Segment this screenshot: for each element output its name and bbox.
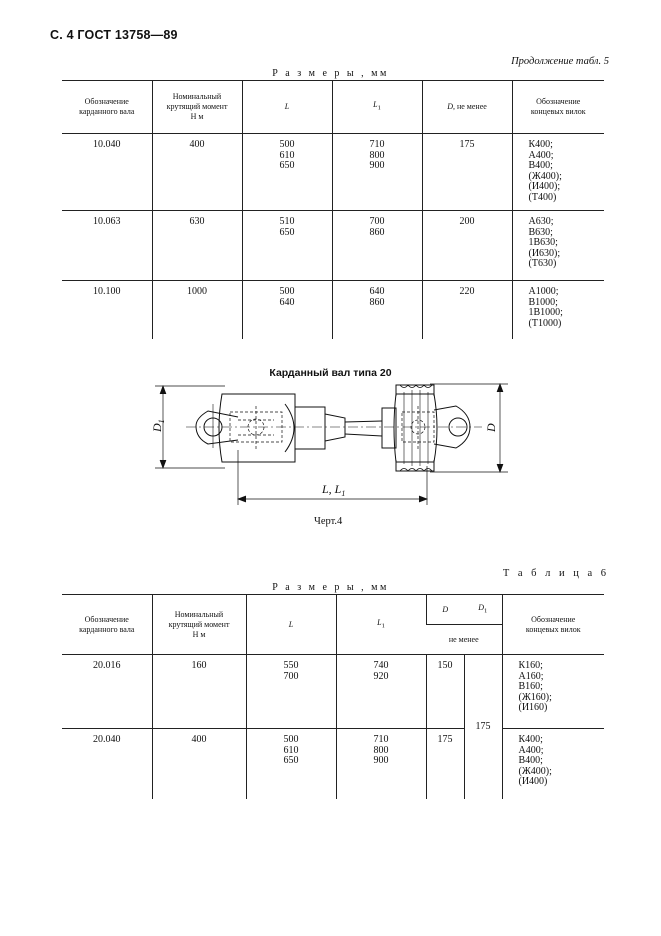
cell-d: 175 — [426, 729, 464, 799]
label-d-vertical — [484, 423, 498, 433]
table-row — [62, 729, 604, 799]
cell-torque: 400 — [152, 729, 246, 799]
table6-sizes-caption: Р а з м е р ы , мм — [272, 582, 389, 593]
left-fork-icon — [196, 404, 238, 448]
header-nominal-torque: Номинальный крутящий момент Н м — [152, 81, 242, 134]
cell-shaft: 10.040 — [62, 134, 152, 211]
header-l1 — [336, 595, 426, 655]
header-nominal-torque: Номинальный крутящий момент Н м — [152, 595, 246, 655]
label-length-text: L, L — [322, 482, 342, 496]
header-d-suffix: , не менее — [452, 102, 487, 111]
header-d1-sub: 1 — [483, 607, 488, 615]
cell-d1-shared: 175 — [464, 655, 502, 799]
header-d-text: D — [447, 102, 453, 111]
label-d: D — [484, 423, 498, 432]
cell-torque: 400 — [152, 134, 242, 211]
cell-forks: А630; В630; 1В630; (И630); (Т630) — [512, 211, 604, 281]
cell-shaft: 10.100 — [93, 286, 121, 297]
header-l1-text: L — [373, 100, 378, 110]
drawing-caption: Черт.4 — [314, 516, 343, 527]
cell-forks: А1000; В1000; 1В1000; (Т1000) — [512, 281, 604, 339]
shaft-tube — [295, 407, 396, 449]
cell-shaft: 10.063 — [62, 211, 152, 281]
header-l1-sub: 1 — [377, 104, 381, 112]
table-row — [62, 655, 604, 729]
label-d1: D — [150, 423, 164, 432]
left-yoke-body — [219, 394, 295, 462]
drawing-title: Карданный вал типа 20 — [269, 367, 392, 379]
header-d — [426, 595, 464, 625]
cell-shaft: 20.016 — [62, 655, 152, 729]
cell-l: 500 610 650 — [246, 729, 336, 799]
header-fork-designation: Обозначение концевых вилок — [512, 81, 604, 134]
cell-forks: К160; А160; В160; (Ж160); (И160) — [502, 655, 604, 729]
cell-l1: 740 920 — [336, 655, 426, 729]
label-d1-sub: 1 — [157, 419, 166, 424]
cell-l: 500 640 — [242, 281, 332, 339]
cell-l1: 710 800 900 — [336, 729, 426, 799]
header-l1-text: L — [377, 617, 382, 627]
cell-forks: К400; А400; В400; (Ж400); (И400); (Т400) — [512, 134, 604, 211]
cell-d: 150 — [426, 655, 464, 729]
cell-torque: 630 — [152, 211, 242, 281]
cell-l: 550 700 — [246, 655, 336, 729]
cell-torque: 1000 — [152, 281, 242, 339]
table6 — [62, 594, 604, 799]
cell-forks: К400; А400; В400; (Ж400); (И400) — [502, 729, 604, 799]
cell-l1: 640 860 — [332, 281, 422, 339]
cell-d: 200 — [422, 211, 512, 281]
header-fork-designation: Обозначение концевых вилок — [502, 595, 604, 655]
header-d1 — [464, 595, 502, 625]
header-d1-text: D — [478, 602, 484, 612]
label-d1-vertical — [150, 419, 166, 433]
header-l — [246, 595, 336, 655]
cell-l1: 710 800 900 — [332, 134, 422, 211]
table-continuation-note: Продолжение табл. 5 — [511, 56, 609, 67]
right-flange-body — [394, 385, 437, 471]
header-l1-sub: 1 — [381, 622, 385, 630]
cell-torque: 160 — [152, 655, 246, 729]
cell-l1: 700 860 — [332, 211, 422, 281]
header-min: не менее — [426, 625, 502, 655]
cell-l: 510 650 — [242, 211, 332, 281]
table5-sizes-caption: Р а з м е р ы , мм — [272, 68, 389, 79]
header-shaft-designation: Обозначение карданного вала — [62, 595, 152, 655]
header-d-text: D — [442, 604, 449, 614]
page-title: С. 4 ГОСТ 13758—89 — [50, 28, 178, 42]
cell-l: 500 610 650 — [242, 134, 332, 211]
label-length — [321, 482, 345, 498]
header-shaft-designation: Обозначение карданного вала — [62, 81, 152, 134]
cell-d: 220 — [422, 281, 512, 339]
header-l-text: L — [284, 102, 290, 111]
cell-shaft: 20.040 — [93, 734, 121, 745]
table6-label: Т а б л и ц а 6 — [502, 568, 609, 579]
header-l-text: L — [288, 619, 294, 629]
label-length-sub: 1 — [341, 489, 346, 498]
cell-d: 175 — [422, 134, 512, 211]
